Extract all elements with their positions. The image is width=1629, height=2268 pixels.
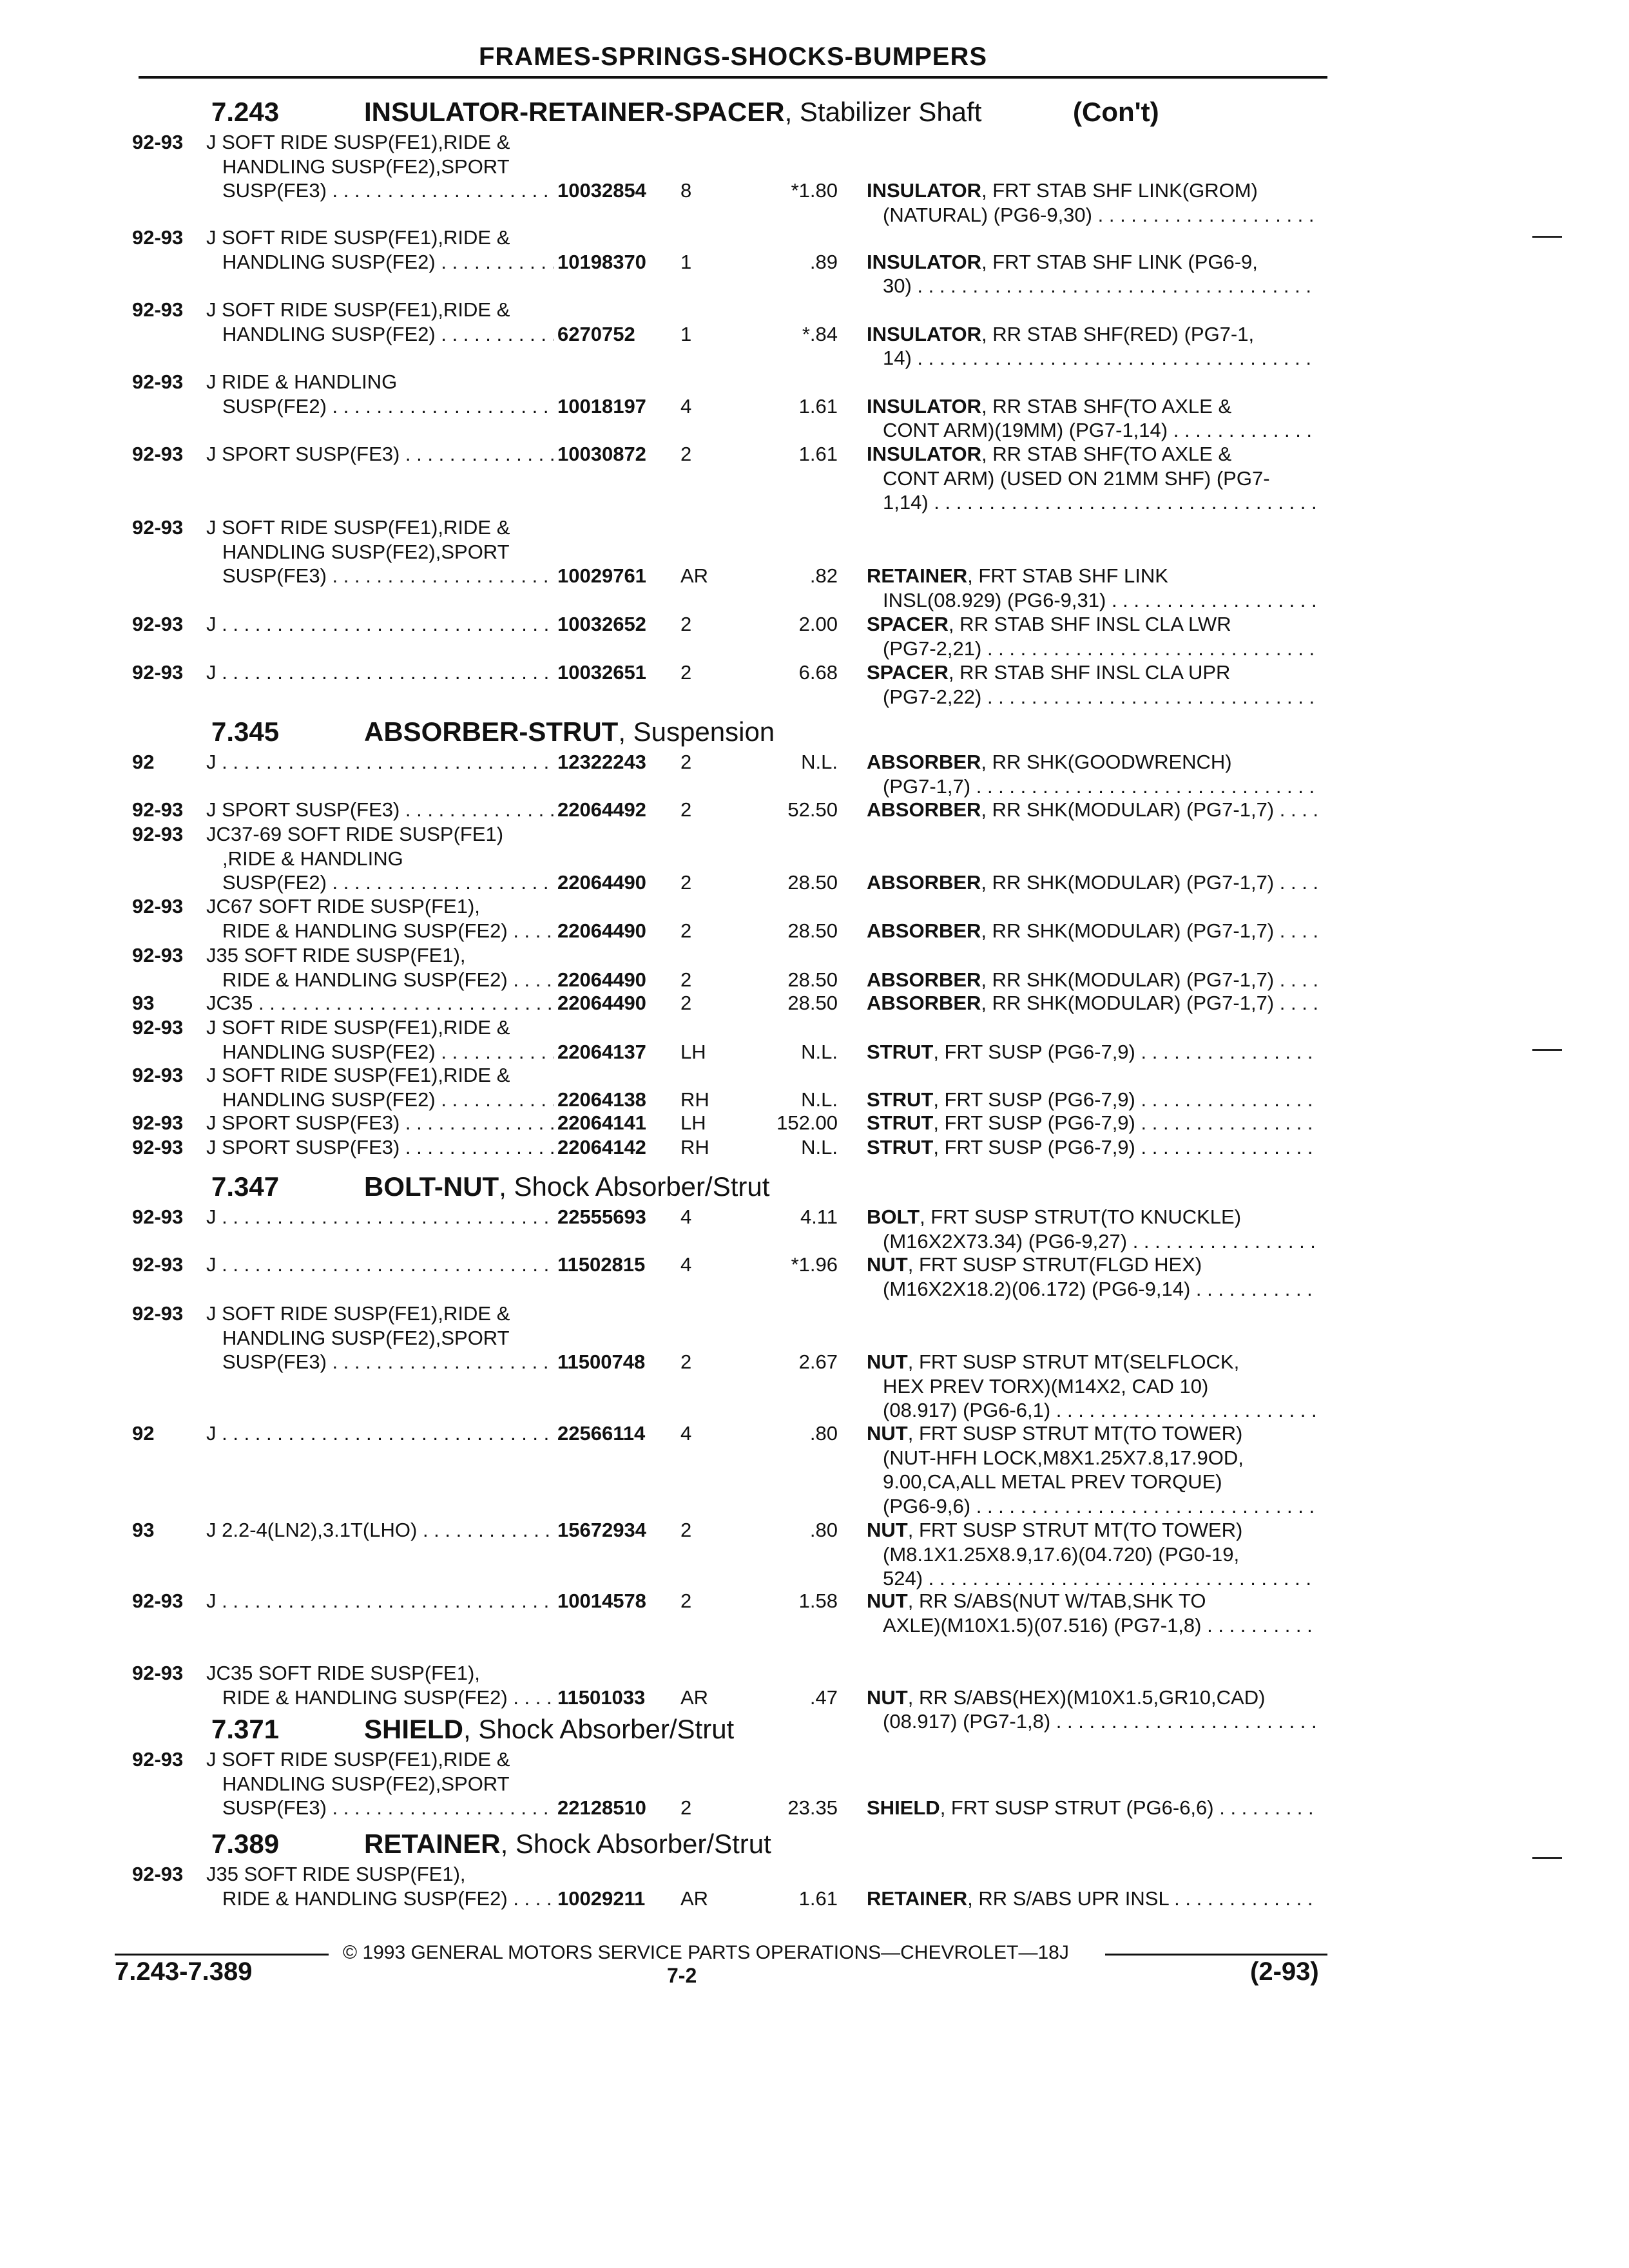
application-line: J SPORT SUSP(FE3) . . . [206, 442, 554, 466]
quantity: 2 [680, 613, 692, 635]
quantity: 1 [680, 250, 692, 273]
model-years: 92 [132, 751, 155, 773]
part-number: 10032652 [557, 613, 646, 635]
header-rule [139, 76, 1327, 79]
description-keyword: NUT [867, 1686, 908, 1709]
description-line [867, 1589, 1318, 1613]
description-keyword: NUT [867, 1590, 908, 1612]
description-text: , FRT SUSP STRUT (PG6-6,6) [940, 1796, 1214, 1819]
description-keyword: INSULATOR [867, 250, 981, 273]
section-name-bold: SHIELD [364, 1714, 464, 1744]
description-line: 14) . . . [883, 346, 1318, 370]
description-line: (M8.1X1.25X8.9,17.6)(04.720) (PG0-19, [883, 1542, 1240, 1566]
section-name-rest: , Shock Absorber/Strut [499, 1171, 770, 1202]
quantity: 2 [680, 992, 692, 1014]
part-number: 12322243 [557, 751, 646, 773]
description-line: CONT ARM) (USED ON 21MM SHF) (PG7- [883, 466, 1270, 490]
description-line [867, 178, 1318, 203]
application-line: J . . . [206, 1421, 554, 1446]
description-text: , FRT SUSP (PG6-7,9) [933, 1088, 1135, 1111]
quantity: 4 [680, 1422, 692, 1445]
section-name-rest: , Shock Absorber/Strut [500, 1829, 771, 1859]
section-name-rest: , Stabilizer Shaft [784, 97, 982, 127]
margin-mark [1532, 1049, 1562, 1051]
price: *1.96 [791, 1253, 838, 1276]
quantity: 4 [680, 394, 692, 418]
description-keyword: STRUT [867, 1040, 934, 1063]
part-number: 10018197 [557, 394, 646, 418]
part-number: 22555693 [557, 1206, 646, 1228]
description-text: , RR SHK(MODULAR) (PG7-1,7) [981, 992, 1275, 1014]
description-text: , RR SHK(MODULAR) (PG7-1,7) [981, 798, 1275, 821]
application-line: SUSP(FE2) . . . [222, 394, 554, 419]
revision-date: (2-93) [1250, 1957, 1319, 1986]
description-keyword: NUT [867, 1519, 908, 1541]
description-text: , FRT SUSP STRUT(TO KNUCKLE) [920, 1206, 1242, 1228]
model-years: 92-93 [132, 1064, 184, 1086]
model-years: 92-93 [132, 1136, 184, 1158]
model-years: 92-93 [132, 298, 184, 321]
description-keyword: ABSORBER [867, 751, 981, 773]
price: .47 [809, 1686, 838, 1709]
application-line: J SOFT RIDE SUSP(FE1),RIDE & [206, 1064, 510, 1086]
model-years: 92-93 [132, 1748, 184, 1771]
part-number: 11500748 [557, 1350, 646, 1373]
price: 28.50 [787, 919, 838, 942]
section-continued: (Con't) [1073, 97, 1159, 127]
quantity: 8 [680, 179, 692, 202]
application-line: J SOFT RIDE SUSP(FE1),RIDE & [206, 516, 510, 539]
section-name-bold: ABSORBER-STRUT [364, 716, 619, 747]
part-number: 10032651 [557, 661, 646, 684]
description-line: 524) . . . [883, 1566, 1318, 1591]
application-line: J SPORT SUSP(FE3) . . . [206, 798, 554, 822]
application-line: J . . . [206, 1205, 554, 1229]
description-line: 9.00,CA,ALL METAL PREV TORQUE) [883, 1470, 1222, 1493]
model-years: 92-93 [132, 661, 184, 684]
part-number: 22566114 [557, 1422, 646, 1445]
description-text: , RR SHK(MODULAR) (PG7-1,7) [981, 871, 1275, 894]
description-text: , RR S/ABS(HEX)(M10X1.5,GR10,CAD) [907, 1686, 1266, 1709]
part-number: 22064490 [557, 871, 646, 894]
application-line: J35 SOFT RIDE SUSP(FE1), [206, 1863, 466, 1885]
application-line: J SOFT RIDE SUSP(FE1),RIDE & [206, 131, 510, 153]
description-keyword: BOLT [867, 1206, 920, 1228]
description-line [867, 1796, 1318, 1820]
description-line [867, 750, 1318, 774]
part-number: 22064142 [557, 1136, 646, 1158]
section-number: 7.243 [211, 97, 280, 127]
price: .80 [809, 1422, 838, 1445]
section-name [364, 1171, 769, 1202]
application-line: JC35 SOFT RIDE SUSP(FE1), [206, 1662, 480, 1684]
quantity: 2 [680, 871, 692, 894]
application-line: HANDLING SUSP(FE2) . . . [222, 250, 554, 274]
description-keyword: NUT [867, 1253, 908, 1276]
section-number: 7.389 [211, 1829, 280, 1859]
description-keyword: NUT [867, 1350, 908, 1373]
quantity: LH [680, 1040, 706, 1063]
price: 1.61 [798, 1887, 838, 1910]
description-line [867, 394, 1318, 419]
description-keyword: SPACER [867, 661, 949, 684]
price: 1.61 [798, 394, 838, 418]
section-number: 7.345 [211, 716, 280, 747]
quantity: 2 [680, 443, 692, 465]
description-text: , RR STAB SHF INSL CLA UPR [948, 661, 1231, 684]
description-text: , FRT SUSP (PG6-7,9) [933, 1040, 1135, 1063]
description-line: (08.917) (PG7-1,8) . . . [883, 1709, 1318, 1734]
description-text: , RR STAB SHF(TO AXLE & [981, 394, 1232, 418]
description-line [867, 1350, 1318, 1374]
description-line [867, 919, 1318, 943]
model-years: 93 [132, 992, 155, 1014]
section-name-bold: BOLT-NUT [364, 1171, 499, 1202]
part-number: 10198370 [557, 250, 646, 273]
price: N.L. [801, 1088, 838, 1111]
description-text: , RR S/ABS(NUT W/TAB,SHK TO [907, 1590, 1206, 1612]
price: 28.50 [787, 992, 838, 1014]
price: 1.61 [798, 443, 838, 465]
description-line [867, 870, 1318, 895]
application-line: J SPORT SUSP(FE3) . . . [206, 1111, 554, 1135]
quantity: AR [680, 564, 709, 587]
description-line [867, 1205, 1318, 1229]
price: N.L. [801, 1040, 838, 1063]
part-number: 22064137 [557, 1040, 646, 1063]
model-years: 92-93 [132, 823, 184, 845]
price: .80 [809, 1519, 838, 1541]
description-text: , RR STAB SHF(TO AXLE & [981, 443, 1232, 465]
footer-rule-right [1105, 1954, 1327, 1956]
description-line: HEX PREV TORX)(M14X2, CAD 10) [883, 1374, 1209, 1398]
application-line: RIDE & HANDLING SUSP(FE2) . . . [222, 919, 554, 943]
model-years: 92-93 [132, 1253, 184, 1276]
description-line [867, 1421, 1318, 1446]
model-years: 92 [132, 1422, 155, 1445]
model-years: 92-93 [132, 131, 184, 153]
description-line [867, 1135, 1318, 1160]
application-line: HANDLING SUSP(FE2),SPORT [222, 1326, 510, 1349]
section-name [364, 1714, 734, 1745]
description-keyword: ABSORBER [867, 919, 981, 942]
description-line: (PG7-2,21) . . . [883, 637, 1318, 661]
description-keyword: ABSORBER [867, 871, 981, 894]
quantity: 4 [680, 1253, 692, 1276]
model-years: 92-93 [132, 1016, 184, 1039]
application-line: J . . . [206, 660, 554, 685]
price: 23.35 [787, 1796, 838, 1819]
part-number: 22064490 [557, 992, 646, 1014]
page-title: FRAMES-SPRINGS-SHOCKS-BUMPERS [478, 43, 988, 71]
price: *1.80 [791, 179, 838, 202]
model-years: 92-93 [132, 613, 184, 635]
application-line: HANDLING SUSP(FE2),SPORT [222, 540, 510, 563]
part-number: 22064138 [557, 1088, 646, 1111]
section-name-bold: RETAINER [364, 1829, 501, 1859]
description-text: , RR SHK(MODULAR) (PG7-1,7) [981, 968, 1275, 991]
price: 28.50 [787, 871, 838, 894]
description-line: (PG7-2,22) . . . [883, 685, 1318, 709]
part-number: 22064492 [557, 798, 646, 821]
description-text: , RR SHK(MODULAR) (PG7-1,7) [981, 919, 1275, 942]
application-line: ,RIDE & HANDLING [222, 847, 403, 870]
description-text: , FRT STAB SHF LINK (PG6-9, [981, 250, 1258, 273]
description-line [867, 1040, 1318, 1064]
copyright-notice: © 1993 GENERAL MOTORS SERVICE PARTS OPERATIONS—CHEVROLET—18J [343, 1942, 1069, 1963]
description-line [867, 1518, 1318, 1542]
application-line: SUSP(FE2) . . . [222, 870, 554, 895]
section-number: 7.371 [211, 1714, 280, 1744]
part-number: 22064490 [557, 919, 646, 942]
application-line: RIDE & HANDLING SUSP(FE2) . . . [222, 968, 554, 992]
section-number: 7.347 [211, 1171, 280, 1202]
application-line: J SOFT RIDE SUSP(FE1),RIDE & [206, 298, 510, 321]
description-line [867, 250, 1318, 274]
application-line: J SPORT SUSP(FE3) . . . [206, 1135, 554, 1160]
quantity: 2 [680, 1796, 692, 1819]
description-line: (PG6-9,6) . . . [883, 1494, 1318, 1519]
quantity: 1 [680, 322, 692, 345]
model-years: 92-93 [132, 895, 184, 918]
price: 4.11 [800, 1206, 838, 1228]
footer-rule-left [115, 1954, 329, 1956]
part-number: 10029211 [557, 1887, 646, 1910]
price: .82 [809, 564, 838, 587]
description-line [867, 660, 1318, 685]
model-years: 92-93 [132, 798, 184, 821]
price: N.L. [801, 751, 838, 773]
quantity: 2 [680, 798, 692, 821]
application-line: SUSP(FE3) . . . [222, 564, 554, 588]
description-line [867, 1253, 1318, 1277]
model-years: 92-93 [132, 1662, 184, 1684]
model-years: 92-93 [132, 1863, 184, 1885]
description-keyword: RETAINER [867, 1887, 968, 1910]
description-text: , RR STAB SHF(RED) (PG7-1, [981, 322, 1255, 345]
description-keyword: STRUT [867, 1088, 934, 1111]
part-number: 11501033 [557, 1686, 646, 1709]
description-keyword: ABSORBER [867, 992, 981, 1014]
description-line: AXLE)(M10X1.5)(07.516) (PG7-1,8) . . . [883, 1613, 1318, 1638]
description-text: , FRT SUSP (PG6-7,9) [933, 1136, 1135, 1158]
description-line [867, 1887, 1318, 1911]
description-text: , FRT STAB SHF LINK [967, 564, 1168, 587]
quantity: 2 [680, 1519, 692, 1541]
description-line [867, 968, 1318, 992]
application-line: J35 SOFT RIDE SUSP(FE1), [206, 944, 466, 966]
description-line [867, 564, 1318, 588]
description-line [867, 322, 1318, 347]
price: 6.68 [798, 661, 838, 684]
application-line: HANDLING SUSP(FE2) . . . [222, 1088, 554, 1112]
model-years: 93 [132, 1519, 155, 1541]
application-line: JC37-69 SOFT RIDE SUSP(FE1) [206, 823, 504, 845]
price: N.L. [801, 1136, 838, 1158]
part-number: 6270752 [557, 322, 635, 345]
description-keyword: SPACER [867, 613, 949, 635]
price: 52.50 [787, 798, 838, 821]
application-line: J . . . [206, 1589, 554, 1613]
description-keyword: SHIELD [867, 1796, 940, 1819]
description-line [867, 1088, 1318, 1112]
description-line: (NUT-HFH LOCK,M8X1.25X7.8,17.9OD, [883, 1446, 1244, 1469]
application-line: SUSP(FE3) . . . [222, 1350, 554, 1374]
description-text: , FRT SUSP STRUT(FLGD HEX) [907, 1253, 1202, 1276]
application-line: HANDLING SUSP(FE2) . . . [222, 322, 554, 347]
margin-mark [1532, 236, 1562, 238]
quantity: LH [680, 1111, 706, 1134]
description-line [867, 1111, 1318, 1135]
description-line: (NATURAL) (PG6-9,30) . . . [883, 203, 1318, 227]
application-line: RIDE & HANDLING SUSP(FE2) . . . [222, 1887, 554, 1911]
application-line: HANDLING SUSP(FE2),SPORT [222, 155, 510, 178]
description-text: , RR STAB SHF INSL CLA LWR [948, 613, 1231, 635]
description-text: , FRT SUSP STRUT MT(TO TOWER) [907, 1422, 1243, 1445]
model-years: 92-93 [132, 226, 184, 249]
application-line: J SOFT RIDE SUSP(FE1),RIDE & [206, 1302, 510, 1325]
description-keyword: STRUT [867, 1136, 934, 1158]
description-line: (08.917) (PG6-6,1) . . . [883, 1398, 1318, 1423]
price: 28.50 [787, 968, 838, 991]
part-number: 10032854 [557, 179, 646, 202]
description-keyword: INSULATOR [867, 179, 981, 202]
quantity: 4 [680, 1206, 692, 1228]
description-keyword: STRUT [867, 1111, 934, 1134]
section-name-bold: INSULATOR-RETAINER-SPACER [364, 97, 785, 127]
description-text: , FRT SUSP STRUT MT(TO TOWER) [907, 1519, 1243, 1541]
description-line: CONT ARM)(19MM) (PG7-1,14) . . . [883, 418, 1318, 443]
model-years: 92-93 [132, 1302, 184, 1325]
application-line: SUSP(FE3) . . . [222, 178, 554, 203]
description-line [867, 798, 1318, 822]
description-line: (M16X2X73.34) (PG6-9,27) . . . [883, 1229, 1318, 1254]
quantity: AR [680, 1887, 709, 1910]
description-line: (M16X2X18.2)(06.172) (PG6-9,14) . . . [883, 1277, 1318, 1302]
application-line: HANDLING SUSP(FE2) . . . [222, 1040, 554, 1064]
quantity: 2 [680, 1350, 692, 1373]
part-number: 11502815 [557, 1253, 646, 1276]
part-number: 10029761 [557, 564, 646, 587]
description-keyword: ABSORBER [867, 968, 981, 991]
margin-mark [1532, 1857, 1562, 1859]
model-years: 92-93 [132, 1206, 184, 1228]
quantity: AR [680, 1686, 709, 1709]
description-keyword: INSULATOR [867, 394, 981, 418]
description-line: 30) . . . [883, 274, 1318, 298]
section-name [364, 97, 981, 128]
quantity: RH [680, 1088, 709, 1111]
part-number: 22128510 [557, 1796, 646, 1819]
section-range: 7.243-7.389 [115, 1957, 253, 1986]
application-line: JC67 SOFT RIDE SUSP(FE1), [206, 895, 480, 918]
description-line [867, 442, 1318, 466]
application-line: RIDE & HANDLING SUSP(FE2) . . . [222, 1686, 554, 1710]
description-text: , RR S/ABS UPR INSL [967, 1887, 1169, 1910]
description-keyword: RETAINER [867, 564, 968, 587]
description-line [867, 991, 1318, 1015]
model-years: 92-93 [132, 516, 184, 539]
quantity: 2 [680, 968, 692, 991]
part-number: 15672934 [557, 1519, 646, 1541]
application-line: JC35 . . . [206, 991, 554, 1015]
description-text: , FRT STAB SHF LINK(GROM) [981, 179, 1258, 202]
model-years: 92-93 [132, 370, 184, 393]
price: 152.00 [776, 1111, 838, 1134]
description-text: , FRT SUSP (PG6-7,9) [933, 1111, 1135, 1134]
application-line: SUSP(FE3) . . . [222, 1796, 554, 1820]
price: *.84 [802, 322, 838, 345]
section-name-rest: , Suspension [618, 716, 775, 747]
description-line: INSL(08.929) (PG6-9,31) . . . [883, 588, 1318, 613]
description-line [867, 612, 1318, 637]
model-years: 92-93 [132, 443, 184, 465]
quantity: 2 [680, 919, 692, 942]
part-number: 10030872 [557, 443, 646, 465]
section-name [364, 1829, 771, 1860]
section-name [364, 716, 775, 747]
description-keyword: INSULATOR [867, 443, 981, 465]
page-number: 7-2 [667, 1964, 697, 1987]
price: 1.58 [798, 1590, 838, 1612]
description-text: , RR SHK(GOODWRENCH) [981, 751, 1232, 773]
description-text: , FRT SUSP STRUT MT(SELFLOCK, [907, 1350, 1240, 1373]
price: 2.67 [798, 1350, 838, 1373]
application-line: J . . . [206, 1253, 554, 1277]
part-number: 22064141 [557, 1111, 646, 1134]
application-line: J . . . [206, 750, 554, 774]
application-line: J SOFT RIDE SUSP(FE1),RIDE & [206, 1016, 510, 1039]
description-keyword: ABSORBER [867, 798, 981, 821]
quantity: RH [680, 1136, 709, 1158]
application-line: J SOFT RIDE SUSP(FE1),RIDE & [206, 1748, 510, 1771]
quantity: 2 [680, 1590, 692, 1612]
description-keyword: NUT [867, 1422, 908, 1445]
description-line: (PG7-1,7) . . . [883, 774, 1318, 799]
model-years: 92-93 [132, 1111, 184, 1134]
application-line: HANDLING SUSP(FE2),SPORT [222, 1772, 510, 1795]
model-years: 92-93 [132, 1590, 184, 1612]
description-line: 1,14) . . . [883, 490, 1318, 515]
application-line: J SOFT RIDE SUSP(FE1),RIDE & [206, 226, 510, 249]
price: 2.00 [798, 613, 838, 635]
quantity: 2 [680, 751, 692, 773]
section-name-rest: , Shock Absorber/Strut [463, 1714, 735, 1744]
description-line [867, 1686, 1318, 1710]
application-line: J 2.2-4(LN2),3.1T(LHO) . . . [206, 1518, 554, 1542]
application-line: J . . . [206, 612, 554, 637]
description-keyword: INSULATOR [867, 322, 981, 345]
part-number: 22064490 [557, 968, 646, 991]
price: .89 [809, 250, 838, 273]
quantity: 2 [680, 661, 692, 684]
part-number: 10014578 [557, 1590, 646, 1612]
application-line: J RIDE & HANDLING [206, 370, 398, 393]
model-years: 92-93 [132, 944, 184, 966]
